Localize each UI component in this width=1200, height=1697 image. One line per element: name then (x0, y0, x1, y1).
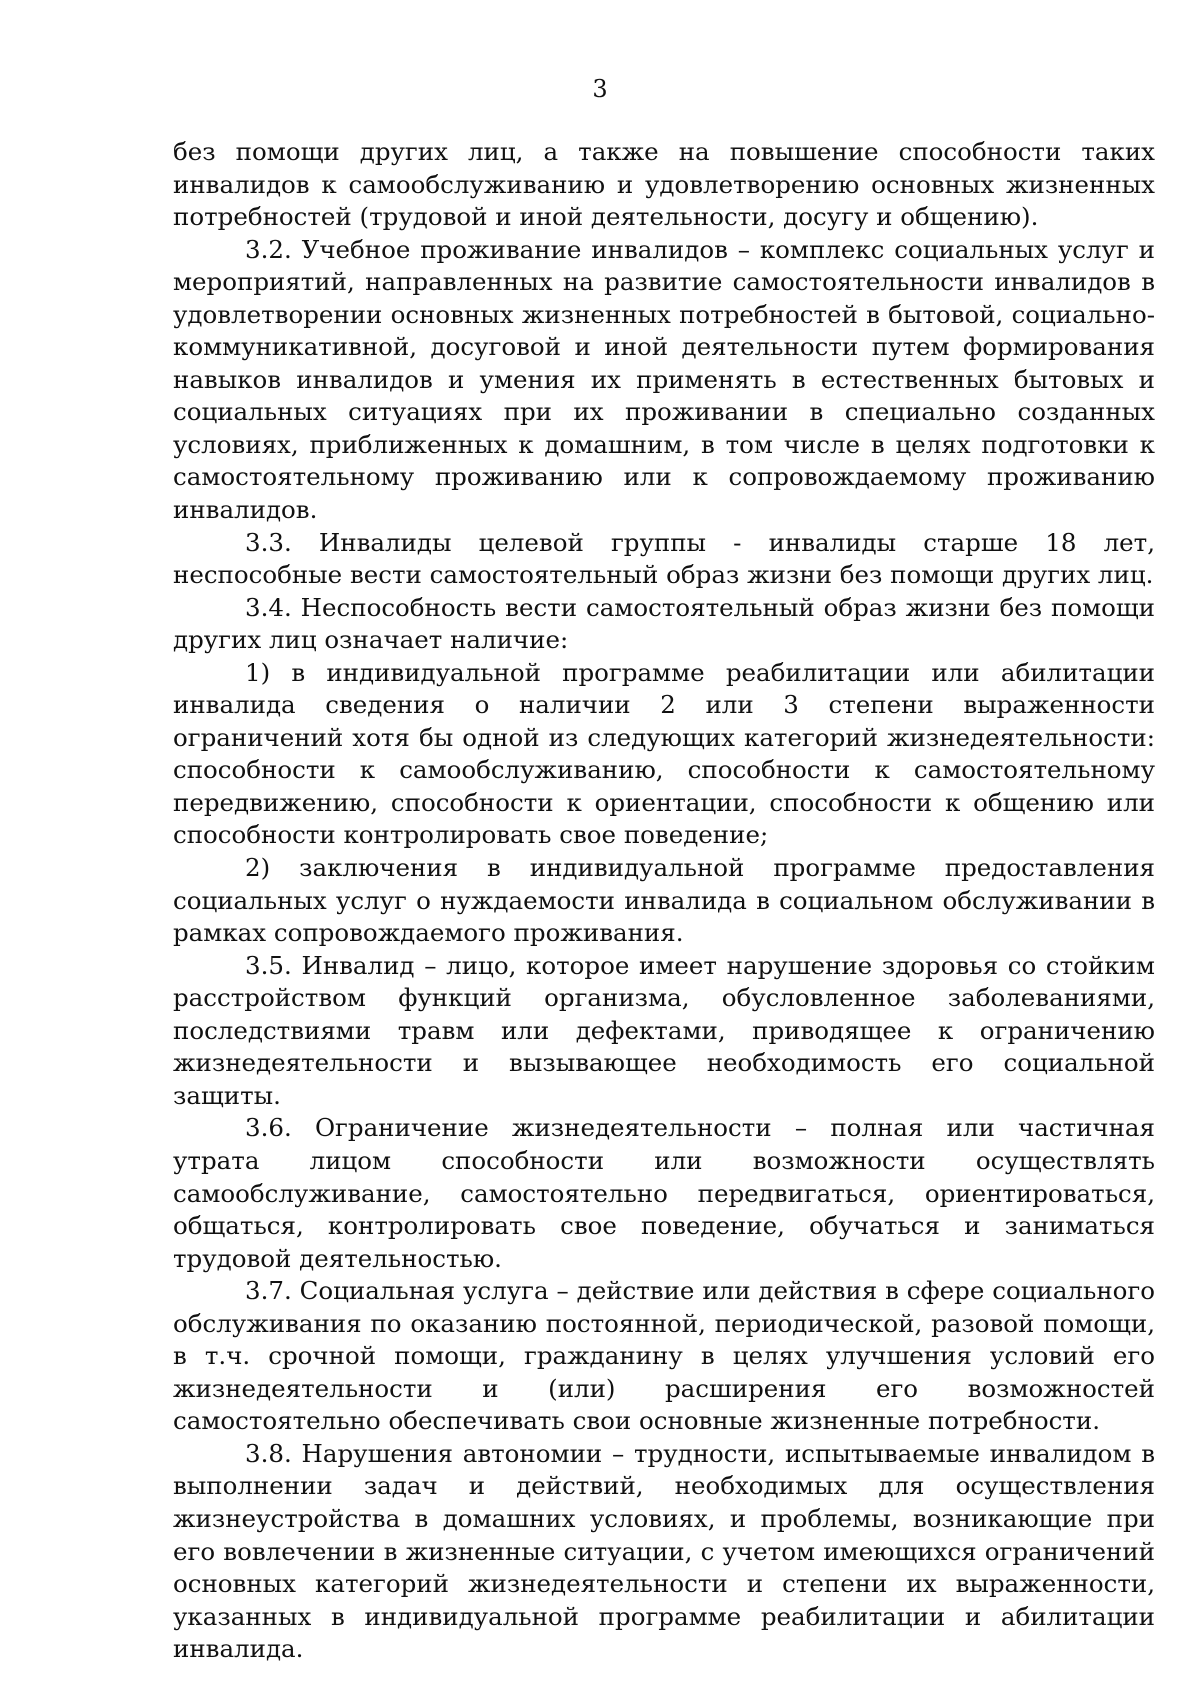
paragraph-3-5: 3.5. Инвалид – лицо, которое имеет нарушение здоровья со стойким расстройством функций организма, обусловленное заболеваниями, последствиями травм или дефектами, приводящее к ограничению жизнедеятельности и вызывающее необходимость его социальной защиты. (173, 950, 1155, 1110)
paragraph-3-2: 3.2. Учебное проживание инвалидов – комплекс социальных услуг и мероприятий, направленных на развитие самостоятельности инвалидов в удовлетворении основных жизненных потребностей в бытовой, социально-коммуникативной, досуговой и иной деятельности путем формирования навыков инвалидов и умения их применять в естественных бытовых и социальных ситуациях при их проживании в специально созданных условиях, приближенных к домашним, в том числе в целях подготовки к самостоятельному проживанию или к сопровождаемому проживанию инвалидов. (173, 234, 1155, 525)
paragraph-3-8: 3.8. Нарушения автономии – трудности, испытываемые инвалидом в выполнении задач и действий, необходимых для осуществления жизнеустройства в домашних условиях, и проблемы, возникающие при его вовлечении в жизненные ситуации, с учетом имеющихся ограничений основных категорий жизнедеятельности и степени их выраженности, указанных в индивидуальной программе реабилитации и абилитации инвалида. (173, 1438, 1155, 1664)
paragraph-3-4: 3.4. Неспособность вести самостоятельный образ жизни без помощи других лиц означает наличие: (173, 592, 1155, 655)
paragraph-3-3: 3.3. Инвалиды целевой группы - инвалиды старше 18 лет, неспособные вести самостоятельный образ жизни без помощи других лиц. (173, 527, 1155, 590)
paragraph-continuation: без помощи других лиц, а также на повышение способности таких инвалидов к самообслуживанию и удовлетворению основных жизненных потребностей (трудовой и иной деятельности, досугу и общению). (173, 137, 1155, 232)
paragraph-3-4-item-2: 2) заключения в индивидуальной программе предоставления социальных услуг о нуждаемости инвалида в социальном обслуживании в рамках сопровождаемого проживания. (173, 853, 1155, 948)
document-body (173, 136, 1155, 1666)
paragraph-3-4-item-1: 1) в индивидуальной программе реабилитации или абилитации инвалида сведения о наличии 2 или 3 степени выраженности ограничений хотя бы одной из следующих категорий жизнедеятельности: способности к самообслуживанию, способности к самостоятельному передвижению, способности к ориентации, способности к общению или способности контролировать свое поведение; (173, 657, 1155, 850)
paragraph-3-7: 3.7. Социальная услуга – действие или действия в сфере социального обслуживания по оказанию постоянной, периодической, разовой помощи, в т.ч. срочной помощи, гражданину в целях улучшения условий его жизнедеятельности и (или) расширения его возможностей самостоятельно обеспечивать свои основные жизненные потребности. (173, 1276, 1155, 1436)
paragraph-3-6: 3.6. Ограничение жизнедеятельности – полная или частичная утрата лицом способности или возможности осуществлять самообслуживание, самостоятельно передвигаться, ориентироваться, общаться, контролировать свое поведение, обучаться и заниматься трудовой деятельностью. (173, 1113, 1155, 1273)
page-number: 3 (592, 75, 608, 103)
